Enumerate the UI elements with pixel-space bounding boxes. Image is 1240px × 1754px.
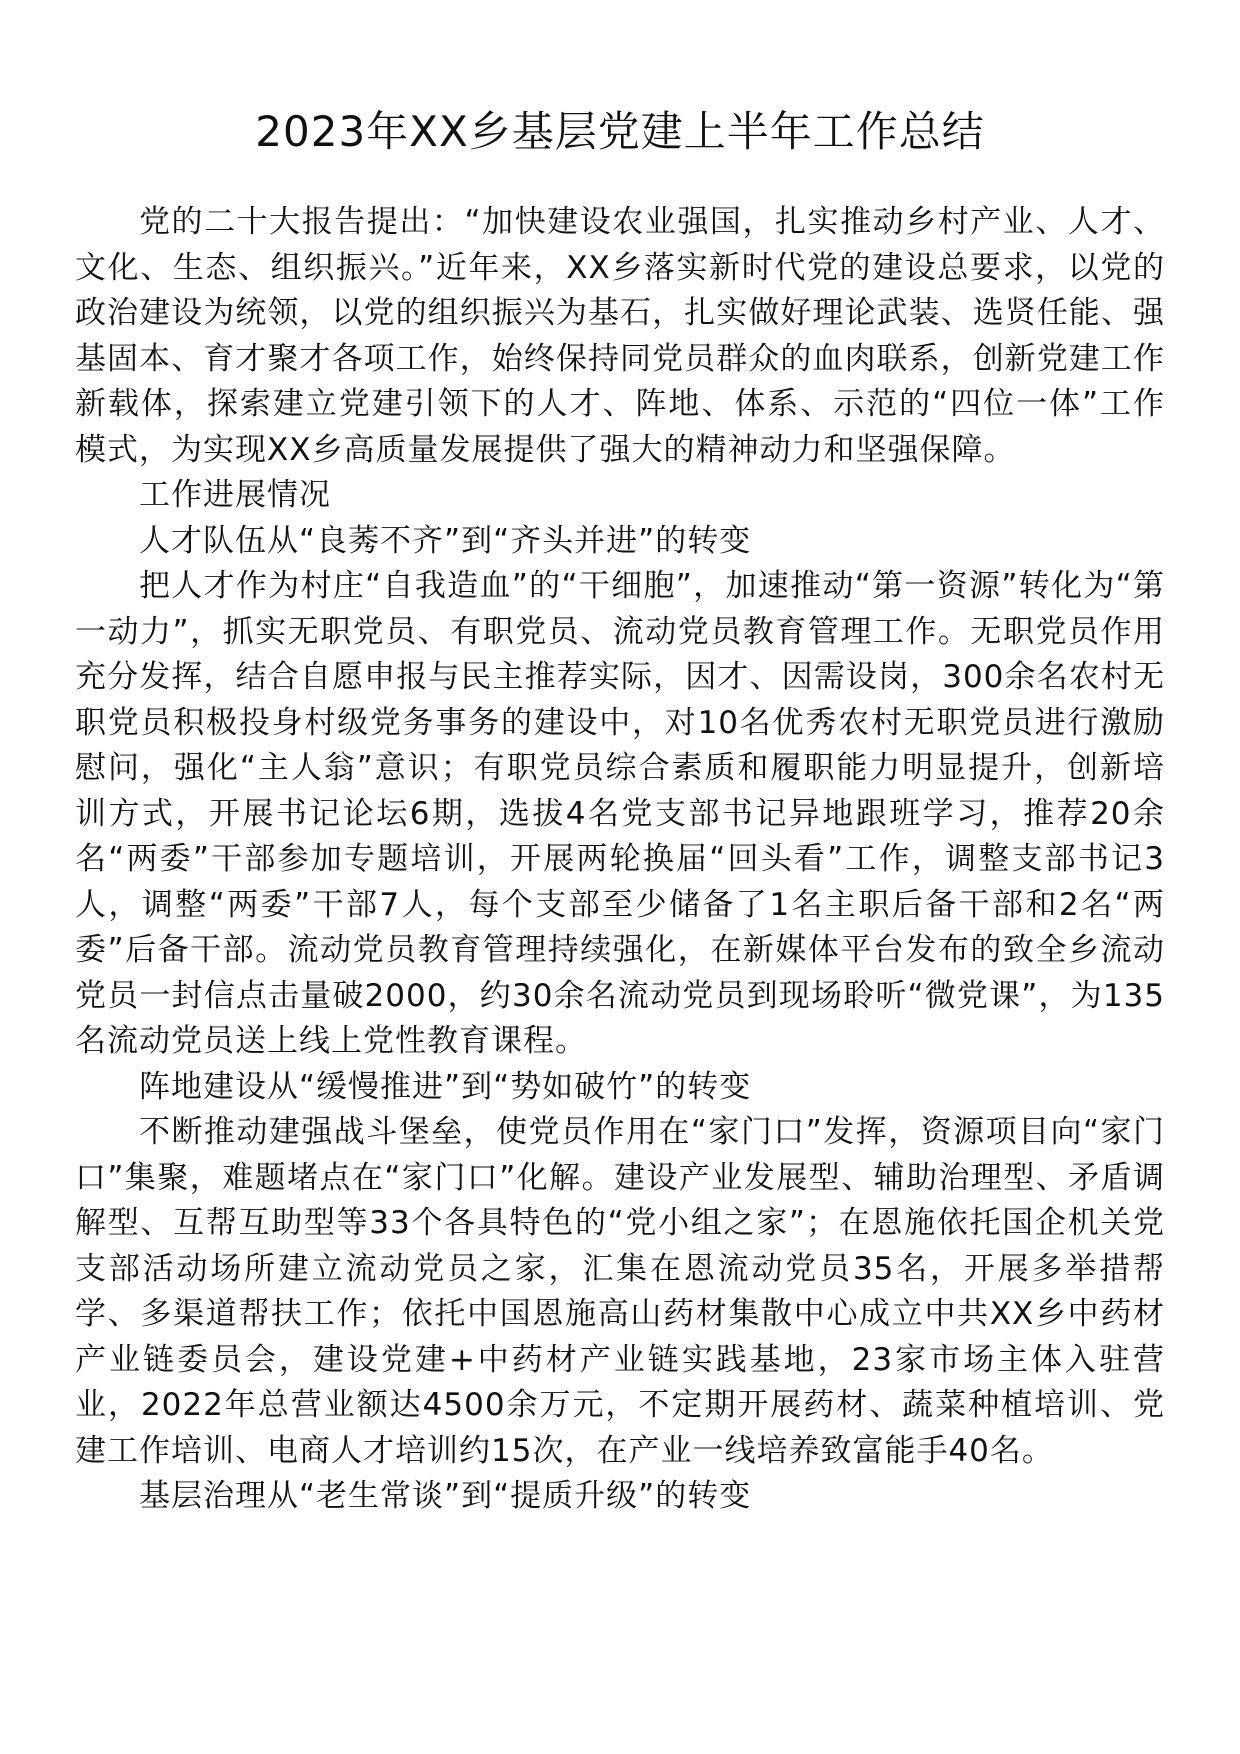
section-heading-progress: 工作进展情况 bbox=[139, 477, 331, 513]
position-paragraph: 不断推动建强战斗堡垒，使党员作用在“家门口”发挥，资源项目向“家门口”集聚，难题堵点在“家门口”化解。建设产业发展型、辅助治理型、矛盾调解型、互帮互助型等33个各具特色的“党小组之家”；在恩施依托国企机关党支部活动场所建立流动党员之家，汇集在恩流动党员35名，开展多举措帮学、多渠道帮扶工作；依托中国恩施高山药材集散中心成立中共XX乡中药材产业链委员会，建设党建+中药材产业链实践基地，23家市场主体入驻营业，2022年总营业额达4500余万元，不定期开展药材、蔬菜种植培训、党建工作培训、电商人才培训约15次，在产业一线培养致富能手40名。 bbox=[75, 1114, 1165, 1469]
talent-paragraph: 把人才作为村庄“自我造血”的“干细胞”，加速推动“第一资源”转化为“第一动力”，抓实无职党员、有职党员、流动党员教育管理工作。无职党员作用充分发挥，结合自愿申报与民主推荐实际，因才、因需设岗，300余名农村无职党员积极投身村级党务事务的建设中，对10名优秀农村无职党员进行激励慰问，强化“主人翁”意识；有职党员综合素质和履职能力明显提升，创新培训方式，开展书记论坛6期，选拔4名党支部书记异地跟班学习，推荐20余名“两委”干部参加专题培训，开展两轮换届“回头看”工作，调整支部书记3人，调整“两委”干部7人，每个支部至少储备了1名主职后备干部和2名“两委”后备干部。流动党员教育管理持续强化，在新媒体平台发布的致全乡流动党员一封信点击量破2000，约30余名流动党员到现场聆听“微党课”，为135名流动党员送上线上党性教育课程。 bbox=[75, 568, 1165, 1059]
subsection-heading-talent: 人才队伍从“良莠不齐”到“齐头并进”的转变 bbox=[139, 522, 752, 559]
document-title: 2023年XX乡基层党建上半年工作总结 bbox=[255, 107, 985, 156]
subsection-heading-position: 阵地建设从“缓慢推进”到“势如破竹”的转变 bbox=[139, 1068, 752, 1105]
intro-paragraph: 党的二十大报告提出：“加快建设农业强国，扎实推动乡村产业、人才、文化、生态、组织振兴。”近年来，XX乡落实新时代党的建设总要求，以党的政治建设为统领，以党的组织振兴为基石，扎实做好理论武装、选贤任能、强基固本、育才聚才各项工作，始终保持同党员群众的血肉联系，创新党建工作新载体，探索建立党建引领下的人才、阵地、体系、示范的“四位一体”工作模式，为实现XX乡高质量发展提供了强大的精神动力和坚强保障。 bbox=[75, 204, 1165, 468]
subsection-heading-governance: 基层治理从“老生常谈”到“提质升级”的转变 bbox=[139, 1478, 752, 1514]
